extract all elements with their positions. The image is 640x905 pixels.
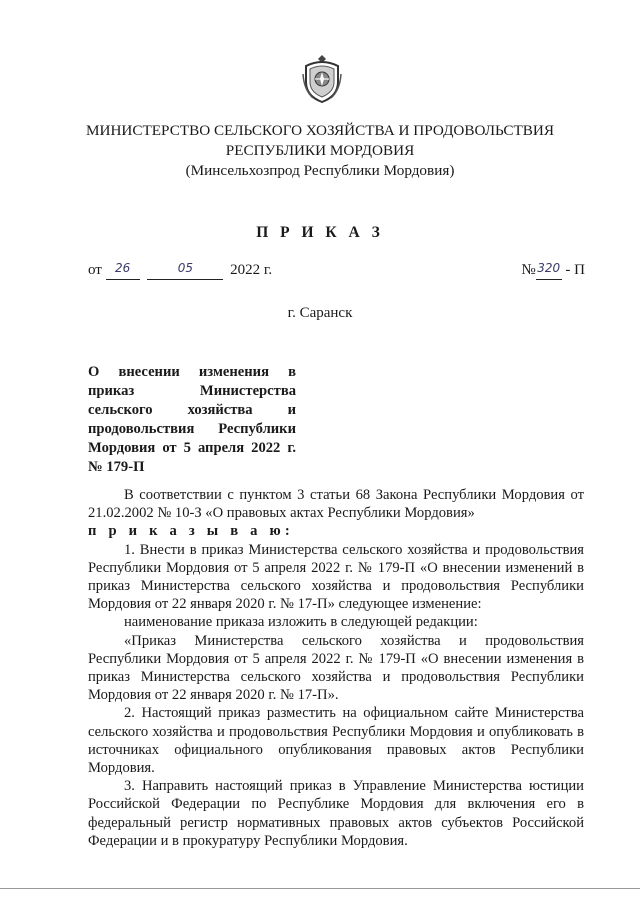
order-number: [521, 262, 585, 280]
date-month: 05: [177, 261, 193, 275]
date-prefix: от: [88, 262, 102, 278]
order-body: [88, 486, 584, 850]
item-1-quote: «Приказ Министерства сельского хозяйства и продовольствия Республики Мордовия от 5 апреля 2022 г. № 179-П «О внесении изменения в приказ Министерства сельского хозяйства и продовольствия Республики Мордовия от 22 января 2020 г. № 17-П».: [88, 632, 584, 704]
subject-line: Мордовия от 5 апреля 2022 г.: [88, 440, 296, 456]
number-value: 320: [537, 261, 561, 275]
ministry-short-name: (Минсельхозпрод Республики Мордовия): [185, 162, 455, 179]
number-suffix: - П: [565, 262, 585, 278]
item-3: 3. Направить настоящий приказ в Управление Министерства юстиции Российской Федерации по Республике Мордовия для включения его в федеральный регистр нормативных правовых актов субъектов Российской Федерации и в прокуратуру Республики Мордовия.: [88, 778, 584, 849]
subject-line: сельского хозяйства и: [88, 402, 296, 418]
number-prefix: №: [521, 262, 536, 278]
number-field: [536, 262, 562, 280]
subject-line: приказ Министерства: [88, 383, 296, 399]
subject-line: О внесении изменения в: [88, 364, 296, 380]
order-subject: [88, 363, 296, 477]
item-1-sub: наименование приказа изложить в следующей редакции:: [124, 614, 478, 631]
mordovia-coat-of-arms-icon: [301, 52, 343, 104]
order-directive: [88, 522, 584, 540]
page-bottom-edge: [0, 888, 640, 889]
ministry-header: [60, 121, 580, 181]
ministry-name-line2: РЕСПУБЛИКИ МОРДОВИЯ: [225, 142, 415, 159]
subject-line: продовольствия Республики: [88, 421, 296, 437]
item-1: 1. Внести в приказ Министерства сельского хозяйства и продовольствия Республики Мордовия от 5 апреля 2022 г. № 179-П «О внесении изменений в приказ Министерства сельского хозяйства и продовольствия Республики Мордовия от 22 января 2020 г. № 17-П» следующее изменение:: [88, 541, 584, 613]
order-date: [88, 262, 272, 280]
date-month-field: [147, 262, 223, 280]
ministry-name-line1: МИНИСТЕРСТВО СЕЛЬСКОГО ХОЗЯЙСТВА И ПРОДОВОЛЬСТВИЯ: [85, 122, 555, 139]
subject-line: № 179-П: [88, 459, 145, 475]
date-day-field: [106, 262, 140, 280]
item-2: 2. Настоящий приказ разместить на официальном сайте Министерства сельского хозяйства и продовольствия Республики Мордовия и опубликовать в источниках официального опубликования правовых актов Республики Мордовия.: [88, 705, 584, 777]
date-day: 26: [114, 261, 131, 275]
document-type-title: П Р И К А З: [256, 224, 384, 241]
intro-paragraph: В соответствии с пунктом 3 статьи 68 Закона Республики Мордовия от 21.02.2002 № 10-З «О правовых актах Республики Мордовия»: [88, 487, 584, 522]
city: г. Саранск: [287, 305, 353, 321]
order-word: п р и к а з ы в а ю:: [88, 523, 294, 540]
date-year: 2022 г.: [230, 262, 273, 278]
